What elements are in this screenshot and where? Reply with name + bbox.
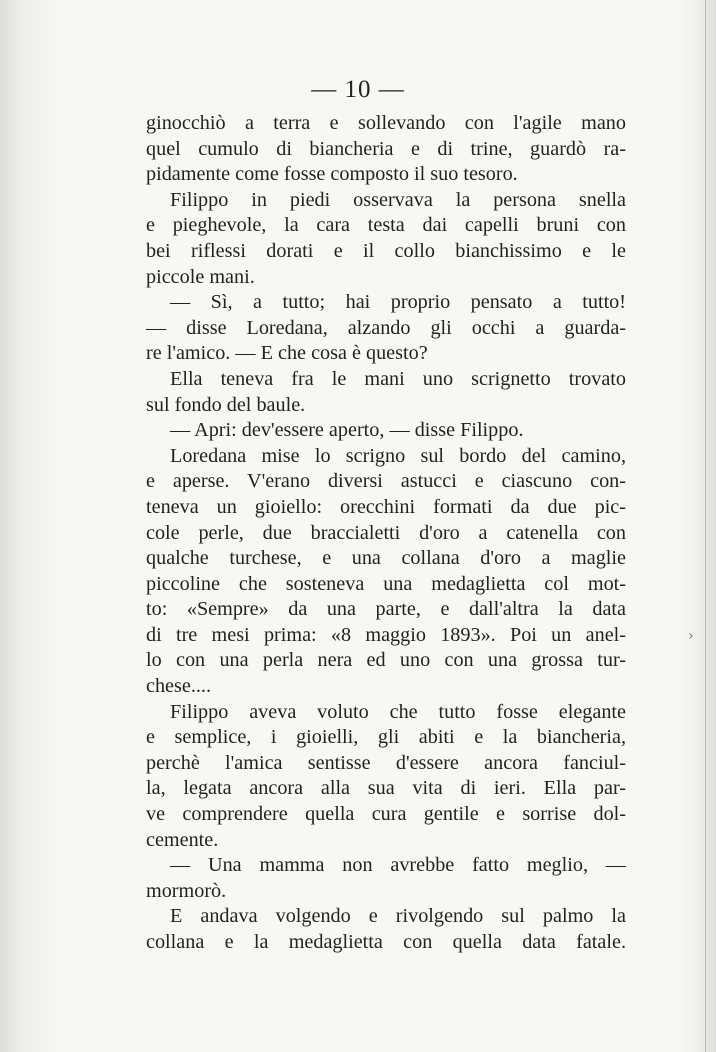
text-line: piccole mani. bbox=[146, 265, 255, 288]
page-edge-shadow bbox=[705, 0, 706, 1052]
text-line: — Apri: dev'essere aperto, — disse Filippo. bbox=[170, 419, 524, 442]
text-line: perchè l'amica sentisse d'essere ancora fanciul- bbox=[146, 751, 626, 774]
text-line: e semplice, i gioielli, gli abiti e la biancheria, bbox=[146, 726, 626, 749]
text-line: mormorò. bbox=[146, 879, 227, 902]
text-line: to: «Sempre» da una parte, e dall'altra la data bbox=[146, 598, 626, 621]
page-number: — 10 — bbox=[311, 76, 405, 103]
text-line: Filippo aveva voluto che tutto fosse elegante bbox=[170, 700, 626, 723]
text-line: cole perle, due braccialetti d'oro a catenella con bbox=[146, 521, 626, 544]
text-line: chese.... bbox=[146, 675, 212, 698]
text-line: bei riflessi dorati e il collo bianchissimo e le bbox=[146, 239, 626, 262]
text-line: E andava volgendo e rivolgendo sul palmo la bbox=[170, 905, 626, 928]
text-line: re l'amico. — E che cosa è questo? bbox=[146, 342, 428, 365]
text-line: cemente. bbox=[146, 828, 219, 851]
body-text bbox=[146, 111, 626, 956]
text-line: di tre mesi prima: «8 maggio 1893». Poi un anel- bbox=[146, 623, 626, 646]
text-line: Ella teneva fra le mani uno scrignetto trovato bbox=[170, 367, 626, 390]
text-line: — Sì, a tutto; hai proprio pensato a tutto! bbox=[170, 291, 626, 314]
text-line: ve comprendere quella cura gentile e sorrise dol- bbox=[146, 803, 626, 826]
text-line: ginocchiò a terra e sollevando con l'agile mano bbox=[146, 112, 626, 134]
text-line: — Una mamma non avrebbe fatto meglio, — bbox=[170, 854, 626, 877]
text-line: pidamente come fosse composto il suo tesoro. bbox=[146, 163, 518, 186]
text-line: lo con una perla nera ed uno con una grossa tur- bbox=[146, 649, 626, 672]
text-line: Loredana mise lo scrigno sul bordo del camino, bbox=[170, 444, 626, 467]
text-line: la, legata ancora alla sua vita di ieri. Ella par- bbox=[146, 777, 626, 800]
text-line: Filippo in piedi osservava la persona snella bbox=[170, 188, 626, 211]
text-line: piccoline che sosteneva una medaglietta col mot- bbox=[146, 572, 626, 595]
margin-mark-icon: › bbox=[688, 628, 694, 644]
text-line: e aperse. V'erano diversi astucci e ciascuno con- bbox=[146, 470, 626, 493]
text-line: qualche turchese, e una collana d'oro a maglie bbox=[146, 547, 626, 570]
text-line: sul fondo del baule. bbox=[146, 393, 306, 416]
text-line: teneva un gioiello: orecchini formati da due pic- bbox=[146, 495, 626, 518]
text-line: collana e la medaglietta con quella data fatale. bbox=[146, 931, 626, 953]
text-line: — disse Loredana, alzando gli occhi a guarda- bbox=[146, 316, 626, 339]
text-line: quel cumulo di biancheria e di trine, guardò ra- bbox=[146, 137, 626, 160]
text-line: e pieghevole, la cara testa dai capelli bruni con bbox=[146, 214, 626, 237]
